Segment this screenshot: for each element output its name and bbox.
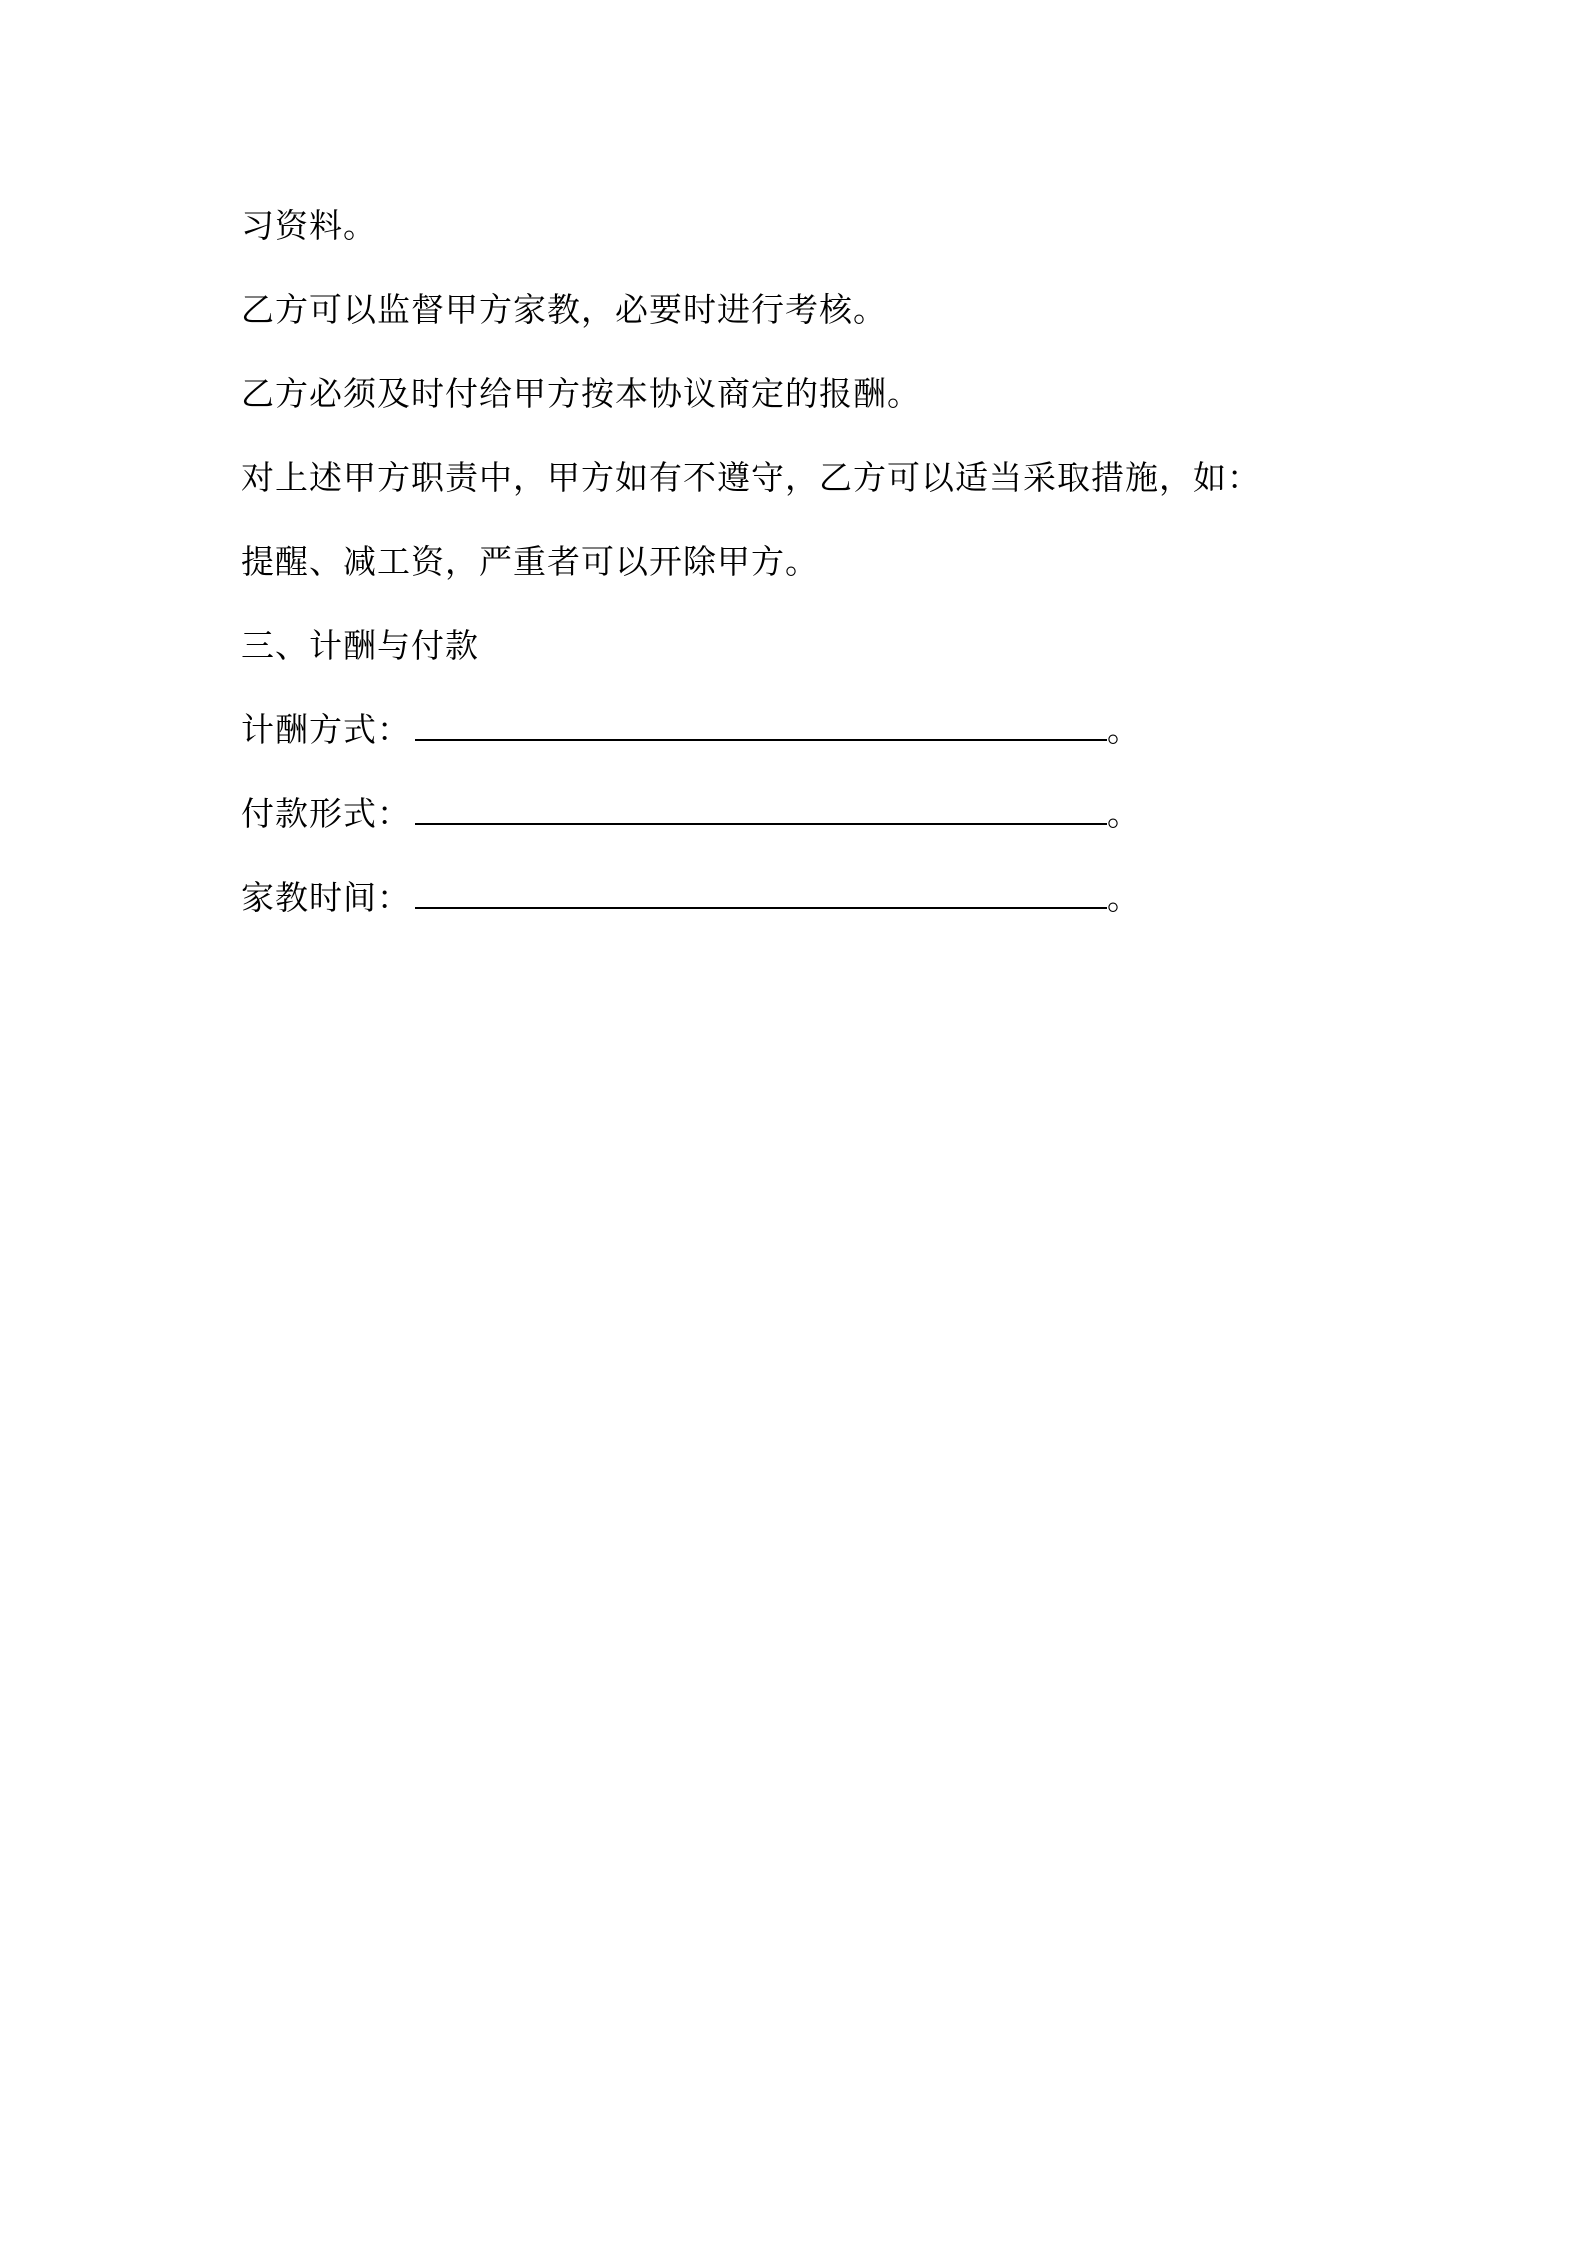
field-label: 计酬方式： bbox=[241, 710, 411, 749]
paragraph-line: 乙方必须及时付给甲方按本协议商定的报酬。 bbox=[241, 374, 921, 413]
paragraph-line: 乙方可以监督甲方家教，必要时进行考核。 bbox=[241, 290, 887, 329]
fill-in-blank[interactable] bbox=[415, 793, 1107, 825]
paragraph-line: 对上述甲方职责中，甲方如有不遵守，乙方可以适当采取措施，如： bbox=[241, 458, 1261, 497]
form-field-tutoring-time bbox=[241, 876, 1141, 920]
fill-in-blank[interactable] bbox=[415, 709, 1107, 741]
form-field-payment-form bbox=[241, 792, 1141, 836]
field-end-punctuation: 。 bbox=[1107, 794, 1141, 833]
field-end-punctuation: 。 bbox=[1107, 710, 1141, 749]
fill-in-blank[interactable] bbox=[415, 877, 1107, 909]
field-label: 家教时间： bbox=[241, 878, 411, 917]
form-field-payment-method bbox=[241, 708, 1141, 752]
field-label: 付款形式： bbox=[241, 794, 411, 833]
paragraph-line: 提醒、减工资，严重者可以开除甲方。 bbox=[241, 542, 819, 581]
section-heading: 三、计酬与付款 bbox=[241, 626, 479, 665]
field-end-punctuation: 。 bbox=[1107, 878, 1141, 917]
paragraph-line: 习资料。 bbox=[241, 206, 377, 245]
